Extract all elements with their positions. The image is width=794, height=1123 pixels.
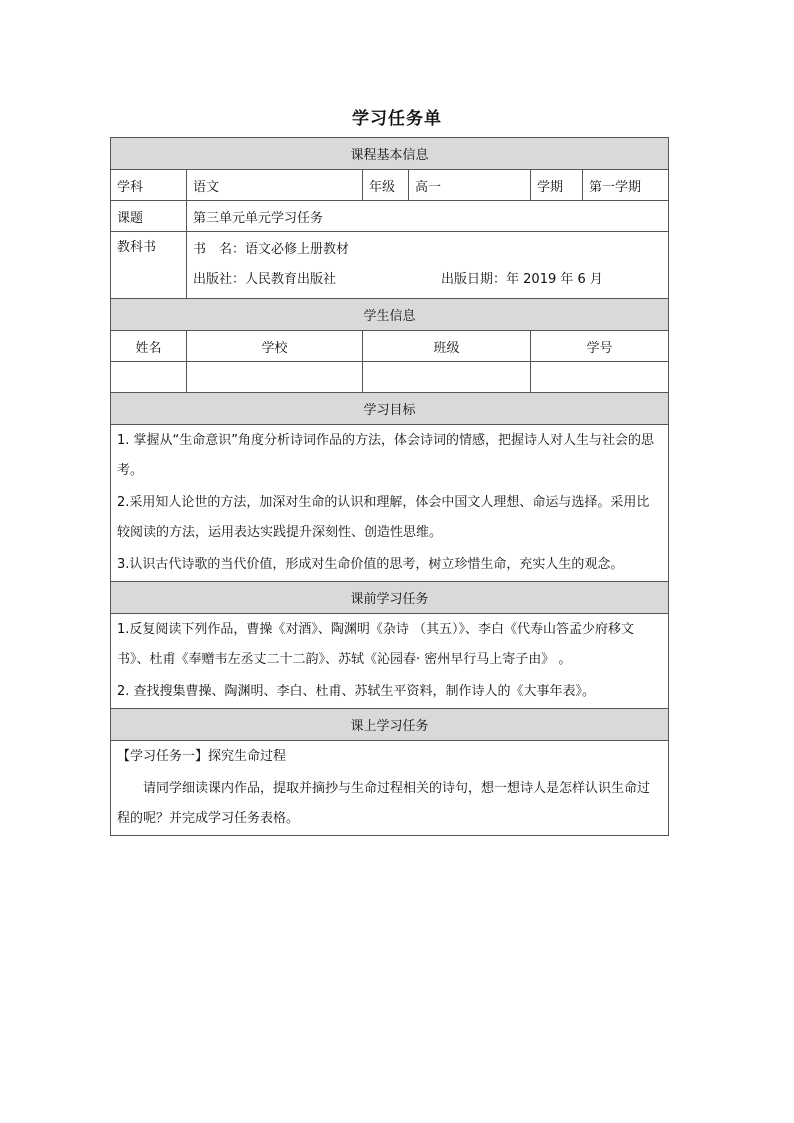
- student-info-header: 学生信息: [111, 299, 669, 331]
- goals-header: 学习目标: [111, 393, 669, 425]
- student-school-cell[interactable]: [187, 362, 363, 393]
- student-id-header: 学号: [531, 331, 669, 362]
- preclass-item: 2. 查找搜集曹操、陶渊明、李白、杜甫、苏轼生平资料，制作诗人的《大事年表》。: [117, 684, 596, 699]
- textbook-label: 教科书: [111, 232, 187, 299]
- subject-value: 语文: [187, 170, 363, 201]
- preclass-item: 1.反复阅读下列作品，曹操《对酒》、陶渊明《杂诗 （其五）》、李白《代寿山答孟少府移文书》、杜甫《奉赠韦左丞丈二十二韵》、苏轼《沁园春· 密州早行马上寄子由》 。: [117, 622, 635, 667]
- topic-label: 课题: [111, 201, 187, 232]
- grade-label: 年级: [363, 170, 409, 201]
- goal-item: 1. 掌握从“生命意识”角度分析诗词作品的方法，体会诗词的情感，把握诗人对人生与社会的思考。: [117, 433, 655, 478]
- preclass-header: 课前学习任务: [111, 582, 669, 614]
- inclass-cell: [111, 741, 669, 836]
- task-sheet-table: [110, 137, 669, 836]
- student-class-cell[interactable]: [363, 362, 531, 393]
- term-label: 学期: [531, 170, 583, 201]
- student-name-cell[interactable]: [111, 362, 187, 393]
- goals-cell: [111, 425, 669, 582]
- publish-date: 出版日期：年 2019 年 6 月: [441, 272, 603, 287]
- page-title: 学习任务单: [352, 109, 442, 129]
- course-info-row: [111, 170, 669, 201]
- inclass-row: [111, 741, 669, 836]
- student-id-cell[interactable]: [531, 362, 669, 393]
- topic-row: [111, 201, 669, 232]
- subject-label: 学科: [111, 170, 187, 201]
- book-name: 书 名：语文必修上册教材: [193, 242, 350, 257]
- goals-row: [111, 425, 669, 582]
- textbook-info: [187, 232, 669, 299]
- preclass-row: [111, 614, 669, 709]
- inclass-header-row: [111, 709, 669, 741]
- inclass-header: 课上学习任务: [111, 709, 669, 741]
- goals-header-row: [111, 393, 669, 425]
- task-body: 请同学细读课内作品，提取并摘抄与生命过程相关的诗句，想一想诗人是怎样认识生命过程的呢？并完成学习任务表格。: [117, 781, 651, 826]
- student-class-header: 班级: [363, 331, 531, 362]
- course-info-header: 课程基本信息: [111, 138, 669, 170]
- student-values-row: [111, 362, 669, 393]
- grade-value: 高一: [409, 170, 531, 201]
- publisher-line: [193, 265, 662, 295]
- textbook-row: [111, 232, 669, 299]
- publisher: 出版社：人民教育出版社: [193, 272, 337, 287]
- student-info-header-row: [111, 299, 669, 331]
- preclass-header-row: [111, 582, 669, 614]
- goal-item: 2.采用知人论世的方法，加深对生命的认识和理解，体会中国文人理想、命运与选择。采用比较阅读的方法，运用表达实践提升深刻性、创造性思维。: [117, 495, 650, 540]
- topic-value: 第三单元单元学习任务: [187, 201, 669, 232]
- student-name-header: 姓名: [111, 331, 187, 362]
- task-title: 【学习任务一】探究生命过程: [117, 749, 287, 764]
- course-info-header-row: [111, 138, 669, 170]
- student-school-header: 学校: [187, 331, 363, 362]
- student-columns-row: [111, 331, 669, 362]
- preclass-cell: [111, 614, 669, 709]
- term-value: 第一学期: [583, 170, 669, 201]
- goal-item: 3.认识古代诗歌的当代价值，形成对生命价值的思考，树立珍惜生命，充实人生的观念。: [117, 557, 624, 572]
